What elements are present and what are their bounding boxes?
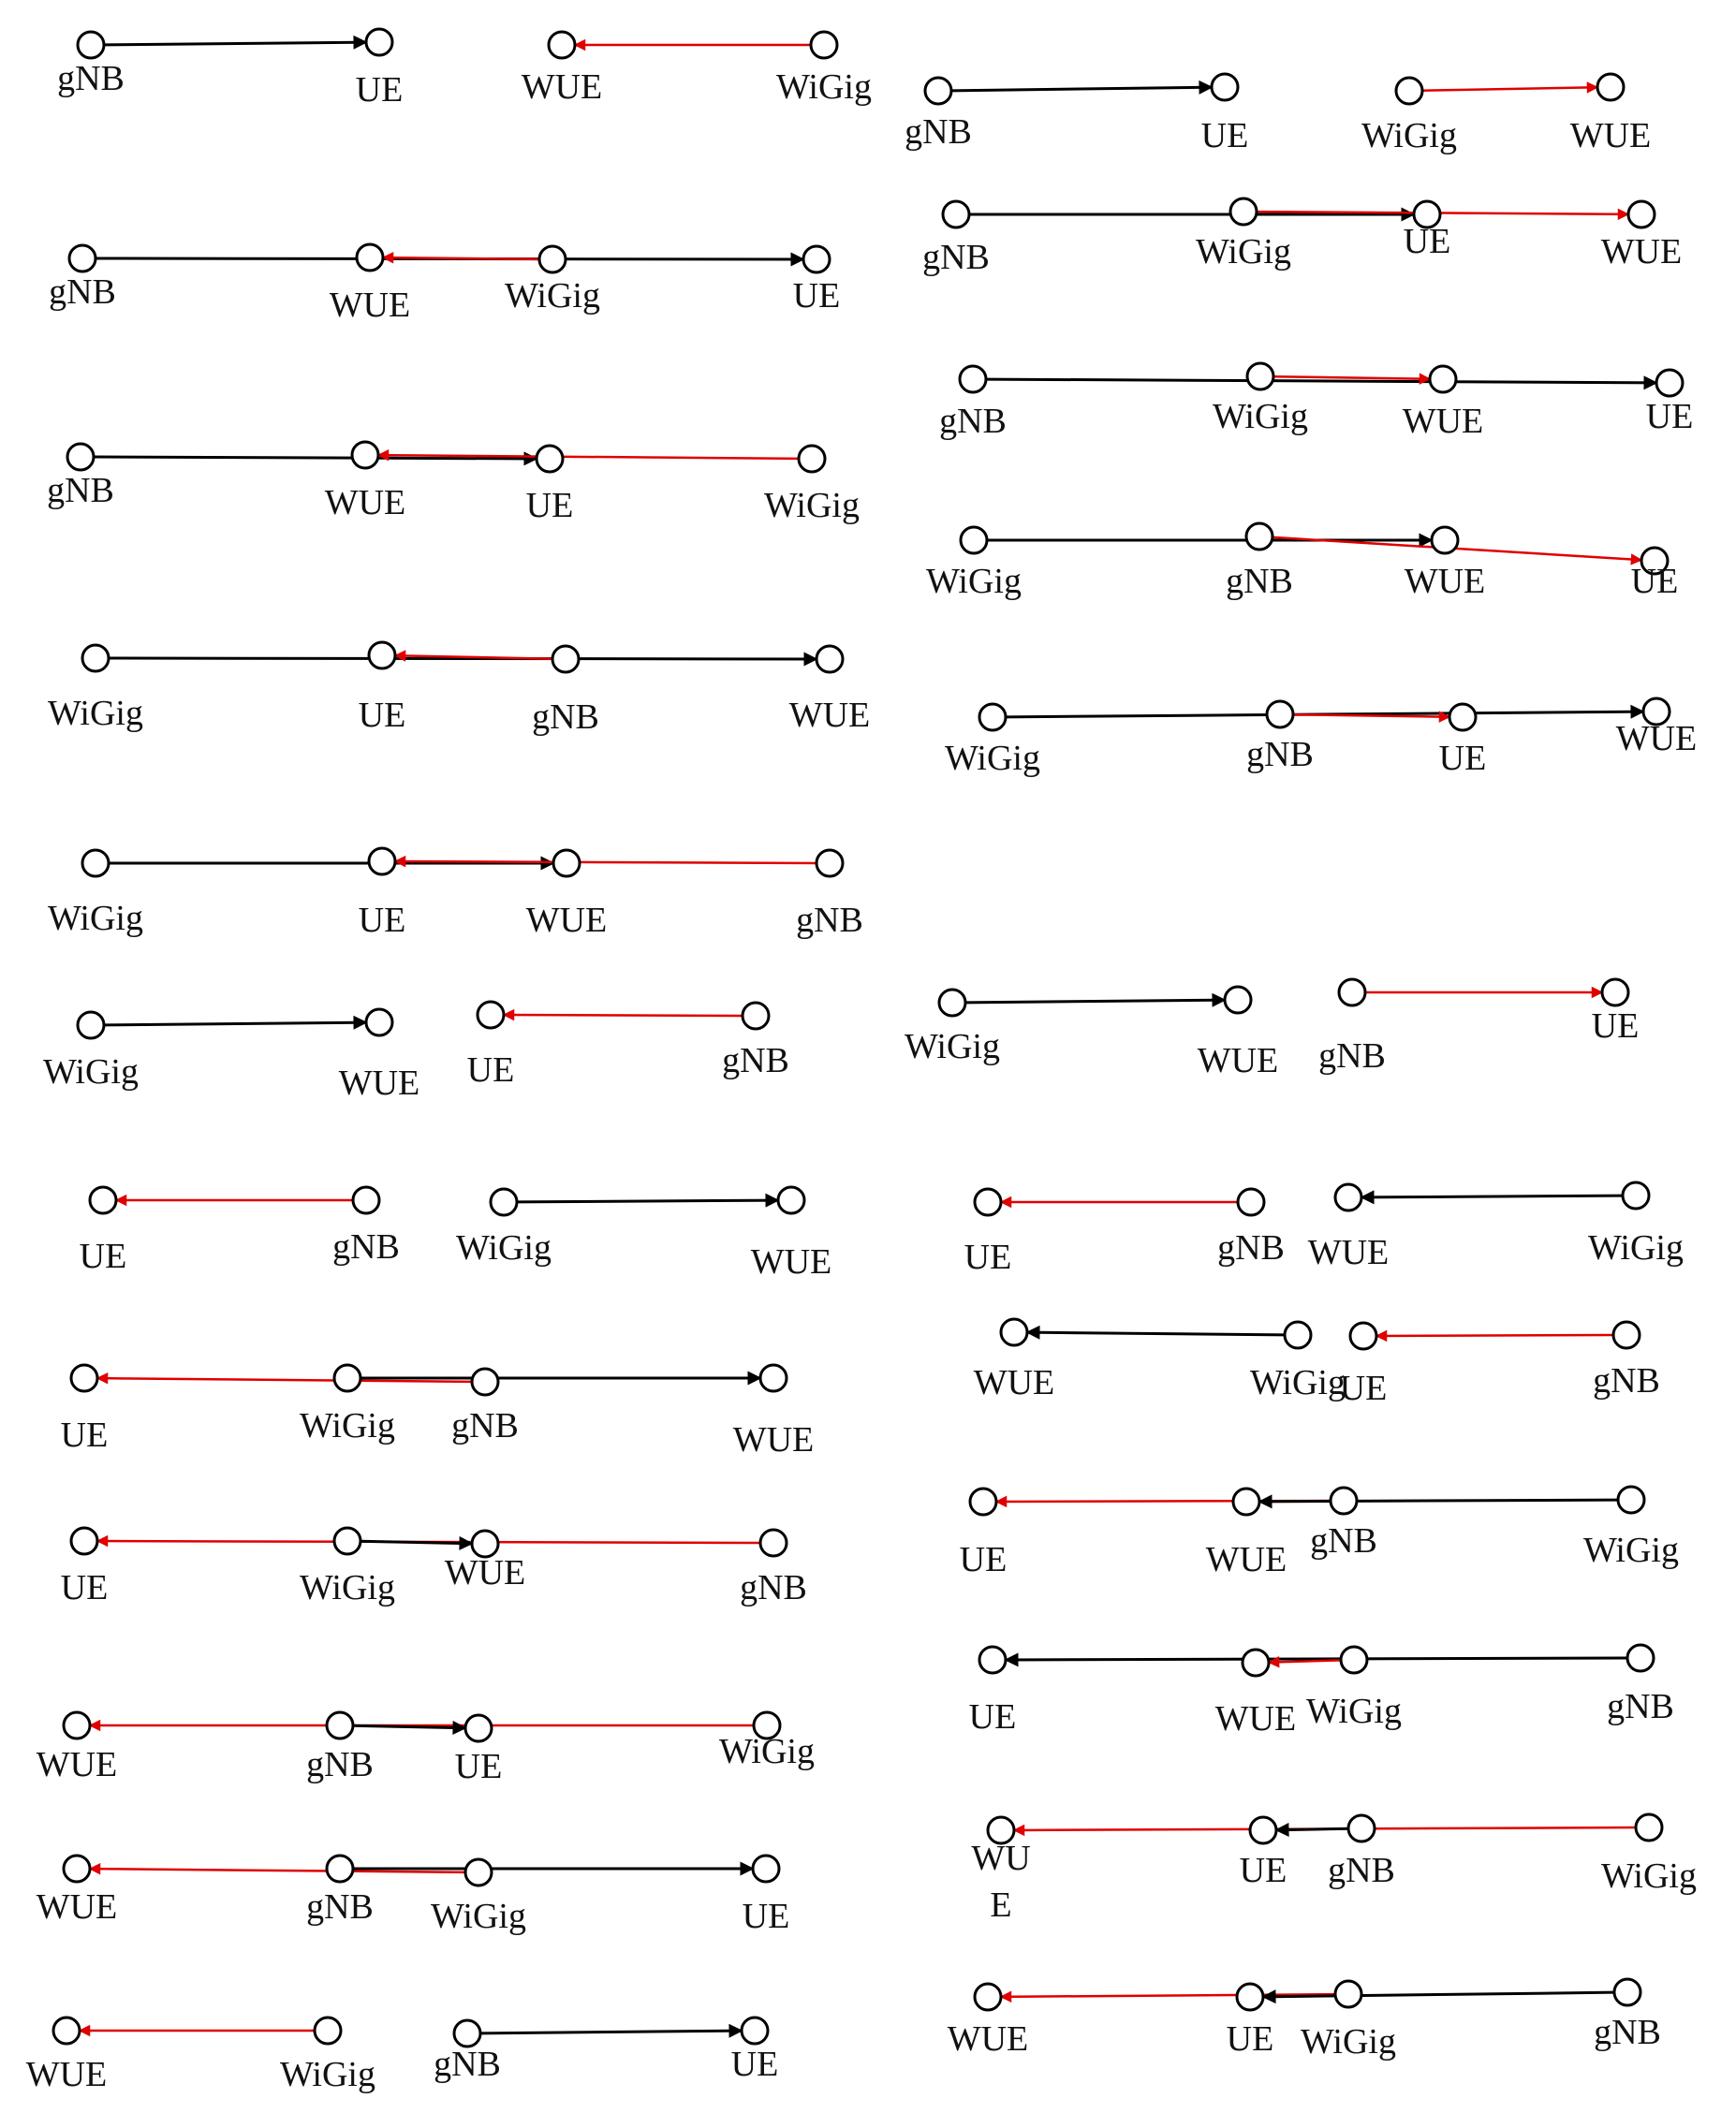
node-wigig [334, 1528, 360, 1554]
node-label-ue: UE [964, 1238, 1012, 1277]
node-label-gnb: gNB [1226, 562, 1293, 601]
node-label-wue: WUE [1600, 232, 1683, 271]
node-label-gnb: gNB [740, 1568, 807, 1607]
node-label-gnb: gNB [1607, 1687, 1674, 1726]
node-label-ue: UE [968, 1697, 1017, 1737]
node-wue [64, 1856, 90, 1882]
node-label-wue: WUE [1615, 719, 1698, 758]
node-label-wigig: WiGig [48, 694, 143, 733]
node-label-wue: WUE [525, 901, 608, 940]
node-wigig [1396, 78, 1422, 104]
node-wigig [979, 704, 1006, 730]
node-wue [1430, 366, 1456, 392]
node-wigig [1285, 1322, 1311, 1348]
link-red-wigig-to-wue [1273, 376, 1430, 379]
node-wigig [334, 1365, 360, 1391]
links-layer [80, 42, 1656, 2033]
node-ue [742, 2018, 768, 2044]
node-label-wue: WUE [1404, 562, 1486, 601]
node-gnb [743, 1003, 769, 1029]
node-label-wue: WUE [1402, 402, 1484, 441]
node-label-ue: UE [79, 1237, 127, 1276]
node-wue [760, 1365, 787, 1391]
node-label-wigig: WiGig [776, 67, 872, 107]
node-label-ue: UE [1438, 739, 1487, 778]
node-label-ue: UE [60, 1416, 109, 1455]
node-wue [1225, 987, 1251, 1013]
node-label-wigig: WiGig [1361, 116, 1457, 155]
node-label-wigig: WiGig [1250, 1363, 1346, 1402]
node-label-ue: UE [1591, 1006, 1640, 1046]
node-label-wue: WUE [1307, 1233, 1390, 1272]
node-label-wigig: WiGig [1213, 397, 1308, 436]
node-wue [553, 850, 580, 876]
node-label-wigig: WiGig [505, 276, 600, 315]
node-label-ue: UE [466, 1050, 515, 1090]
node-gnb [69, 245, 96, 271]
node-wigig [799, 446, 825, 472]
node-label-gnb: gNB [332, 1227, 400, 1267]
node-label-wigig: WiGig [764, 486, 860, 525]
node-gnb [1267, 701, 1293, 727]
node-ue [970, 1489, 996, 1515]
node-label-wigig: WiGig [300, 1568, 395, 1607]
node-label-ue: UE [792, 276, 841, 315]
link-black-gnb-to-ue [94, 457, 537, 459]
node-ue [71, 1528, 97, 1554]
node-gnb [353, 1187, 379, 1213]
node-ue [366, 29, 392, 55]
node-gnb [817, 850, 843, 876]
node-label-ue: UE [959, 1540, 1008, 1579]
node-label-wigig: WiGig [719, 1732, 815, 1771]
node-label-wue: WUE [36, 1745, 118, 1784]
node-wue [1001, 1319, 1027, 1345]
node-wue [1233, 1489, 1259, 1515]
node-wue [1335, 1184, 1361, 1211]
node-gnb [760, 1530, 787, 1556]
node-ue [1212, 74, 1238, 100]
node-label-gnb: gNB [939, 402, 1007, 441]
node-label-wigig: WiGig [1301, 2022, 1396, 2062]
link-black-gnb-to-ue [480, 2031, 742, 2033]
node-ue [478, 1002, 504, 1028]
node-label-ue: UE [742, 1897, 790, 1936]
node-label-wue: WUE [1214, 1699, 1297, 1739]
node-gnb [78, 32, 104, 58]
node-gnb [67, 444, 94, 470]
node-label-gnb: gNB [1246, 735, 1314, 774]
node-gnb [1331, 1488, 1357, 1514]
node-label-gnb: gNB [434, 2045, 501, 2084]
link-red-gnb-to-ue [1376, 1335, 1613, 1336]
node-gnb [1238, 1189, 1264, 1215]
node-wue [366, 1009, 392, 1035]
link-black-gnb-to-ue [986, 379, 1656, 383]
node-gnb [960, 366, 986, 392]
node-label-wue: WUE [1197, 1041, 1279, 1080]
node-gnb [925, 78, 951, 104]
node-gnb [943, 201, 969, 227]
node-label-gnb: gNB [1318, 1036, 1386, 1076]
link-black-wigig-to-wue [104, 1022, 366, 1025]
node-wigig [539, 246, 566, 272]
link-red-wigig-to-wue [383, 257, 539, 259]
node-gnb [327, 1856, 353, 1882]
node-label-wue: WUE [324, 483, 406, 522]
link-red-gnb-to-ue [504, 1015, 743, 1016]
node-wue [817, 646, 843, 672]
node-label-ue: UE [1226, 2019, 1274, 2059]
node-label-wigig: WiGig [43, 1052, 139, 1092]
nodes-layer [53, 29, 1683, 2047]
node-gnb [1627, 1645, 1654, 1671]
node-label-wigig: WiGig [1601, 1856, 1697, 1896]
node-wigig [465, 1859, 492, 1886]
node-label-ue: UE [525, 486, 574, 525]
node-label-wue: WUE [947, 2019, 1029, 2059]
node-label-wue: WUE [444, 1553, 526, 1592]
link-black-wigig-to-wue [517, 1200, 778, 1202]
node-label-ue: UE [1200, 116, 1249, 155]
link-black-wigig-to-wue [109, 658, 817, 659]
node-label-ue: UE [1239, 1851, 1287, 1890]
node-label-ue: UE [355, 70, 404, 110]
node-gnb [1246, 523, 1273, 550]
node-label-ue: UE [1630, 562, 1679, 601]
node-label-gnb: gNB [922, 238, 990, 277]
node-ue [1656, 370, 1683, 396]
node-label-gnb: gNB [1328, 1851, 1395, 1890]
node-wigig [82, 850, 109, 876]
node-wue [352, 442, 378, 468]
node-label-gnb: gNB [905, 112, 972, 152]
node-wue [1597, 74, 1624, 100]
node-label-wue: WUE [36, 1887, 118, 1927]
node-gnb [327, 1712, 353, 1739]
node-gnb [1339, 979, 1365, 1005]
node-label-wue: WUE [750, 1242, 832, 1282]
node-wigig [1335, 1981, 1361, 2007]
node-label-wue: WUE [25, 2055, 108, 2094]
node-label-wigig: WiGig [48, 899, 143, 938]
node-label-gnb: gNB [1593, 1361, 1660, 1401]
node-gnb [472, 1369, 498, 1395]
node-label-gnb: gNB [722, 1041, 789, 1080]
node-label-wue: WUE [338, 1064, 420, 1103]
node-ue [537, 446, 563, 472]
node-label-gnb: gNB [47, 471, 114, 510]
node-label-ue: UE [730, 2045, 779, 2084]
node-wue [778, 1187, 804, 1213]
link-black-gnb-to-ue [951, 87, 1212, 91]
node-ue [1237, 1984, 1263, 2010]
node-label-wigig: WiGig [926, 562, 1022, 601]
node-label-wigig: WiGig [1306, 1692, 1402, 1731]
link-black-wigig-to-wue [1259, 1500, 1618, 1502]
node-wigig [82, 645, 109, 671]
node-ue [1602, 979, 1628, 1005]
node-wue [975, 1984, 1001, 2010]
node-gnb [1348, 1815, 1375, 1842]
node-gnb [1614, 1979, 1640, 2005]
node-label-wigig: WiGig [945, 739, 1040, 778]
node-wue [1243, 1650, 1269, 1676]
node-label-wigig: WiGig [280, 2055, 375, 2094]
node-ue [803, 246, 830, 272]
node-label-wigig: WiGig [1583, 1531, 1679, 1570]
link-black-gnb-to-ue [1276, 1828, 1348, 1829]
node-ue [1449, 704, 1476, 730]
node-label-gnb: gNB [1594, 2013, 1661, 2052]
node-label-ue: UE [358, 901, 406, 940]
node-wigig [315, 2018, 341, 2044]
node-ue [1350, 1323, 1376, 1349]
node-gnb [454, 2020, 480, 2047]
node-label-wue: WUE [973, 1363, 1055, 1402]
node-label-wigig: WiGig [905, 1027, 1000, 1066]
node-wue [549, 32, 575, 58]
link-black-gnb-to-ue [104, 42, 366, 45]
node-label-gnb: gNB [49, 272, 116, 312]
node-label-ue: UE [358, 696, 406, 735]
node-label-wigig: WiGig [300, 1406, 395, 1445]
node-ue [465, 1715, 492, 1741]
node-label-ue: UE [454, 1747, 503, 1786]
node-wigig [1341, 1647, 1367, 1673]
node-wigig [811, 32, 837, 58]
node-wigig [1230, 198, 1257, 225]
node-wigig [1623, 1182, 1649, 1209]
node-label-gnb: gNB [451, 1406, 519, 1445]
link-black-wigig-to-wue [1361, 1196, 1623, 1197]
node-label-gnb: gNB [1217, 1228, 1285, 1268]
node-ue [975, 1189, 1001, 1215]
node-wue [53, 2018, 80, 2044]
node-wigig [1636, 1814, 1662, 1841]
node-label-gnb: gNB [532, 697, 599, 737]
node-wue [1432, 527, 1458, 553]
node-label-wue: WUE [732, 1420, 815, 1460]
node-wigig [1247, 363, 1273, 389]
node-wue [1628, 201, 1655, 227]
link-red-gnb-to-ue [1293, 714, 1449, 717]
node-label-wue: WUE [1569, 116, 1652, 155]
node-label-wue: WU E [971, 1839, 1031, 1925]
node-label-ue: UE [1339, 1369, 1388, 1408]
node-wigig [961, 527, 987, 553]
node-label-wue: WUE [788, 696, 871, 735]
node-ue [71, 1365, 97, 1391]
node-label-gnb: gNB [796, 901, 863, 940]
node-label-wigig: WiGig [1196, 232, 1291, 271]
node-ue [369, 848, 395, 874]
node-ue [369, 642, 395, 668]
node-label-wigig: WiGig [456, 1228, 552, 1268]
node-wigig [939, 990, 965, 1016]
node-label-gnb: gNB [306, 1745, 374, 1784]
node-label-gnb: gNB [1310, 1521, 1377, 1561]
node-gnb [552, 646, 579, 672]
labels-layer [26, 59, 1698, 2094]
node-label-wue: WUE [1205, 1540, 1287, 1579]
link-black-gnb-to-ue [1006, 1658, 1627, 1660]
link-red-wigig-to-wue [1269, 1660, 1341, 1662]
node-wigig [1618, 1487, 1644, 1513]
link-black-wigig-to-wue [1027, 1332, 1285, 1335]
node-label-ue: UE [1403, 222, 1451, 261]
node-label-wigig: WiGig [1588, 1228, 1684, 1268]
node-label-wue: WUE [521, 67, 603, 107]
node-label-ue: UE [60, 1568, 109, 1607]
link-red-wigig-to-wue [1422, 87, 1597, 90]
node-wigig [491, 1189, 517, 1215]
link-black-wigig-to-wue [965, 1000, 1225, 1003]
node-label-ue: UE [1645, 397, 1694, 436]
node-label-gnb: gNB [306, 1887, 374, 1927]
node-gnb [1613, 1322, 1640, 1348]
node-ue [1250, 1817, 1276, 1843]
node-wigig [78, 1012, 104, 1038]
node-label-wigig: WiGig [431, 1897, 526, 1936]
node-ue [90, 1187, 116, 1213]
node-wue [64, 1712, 90, 1739]
node-label-gnb: gNB [57, 59, 125, 98]
node-label-wue: WUE [329, 286, 411, 325]
node-ue [753, 1856, 779, 1882]
node-wue [357, 244, 383, 271]
node-ue [979, 1647, 1006, 1673]
